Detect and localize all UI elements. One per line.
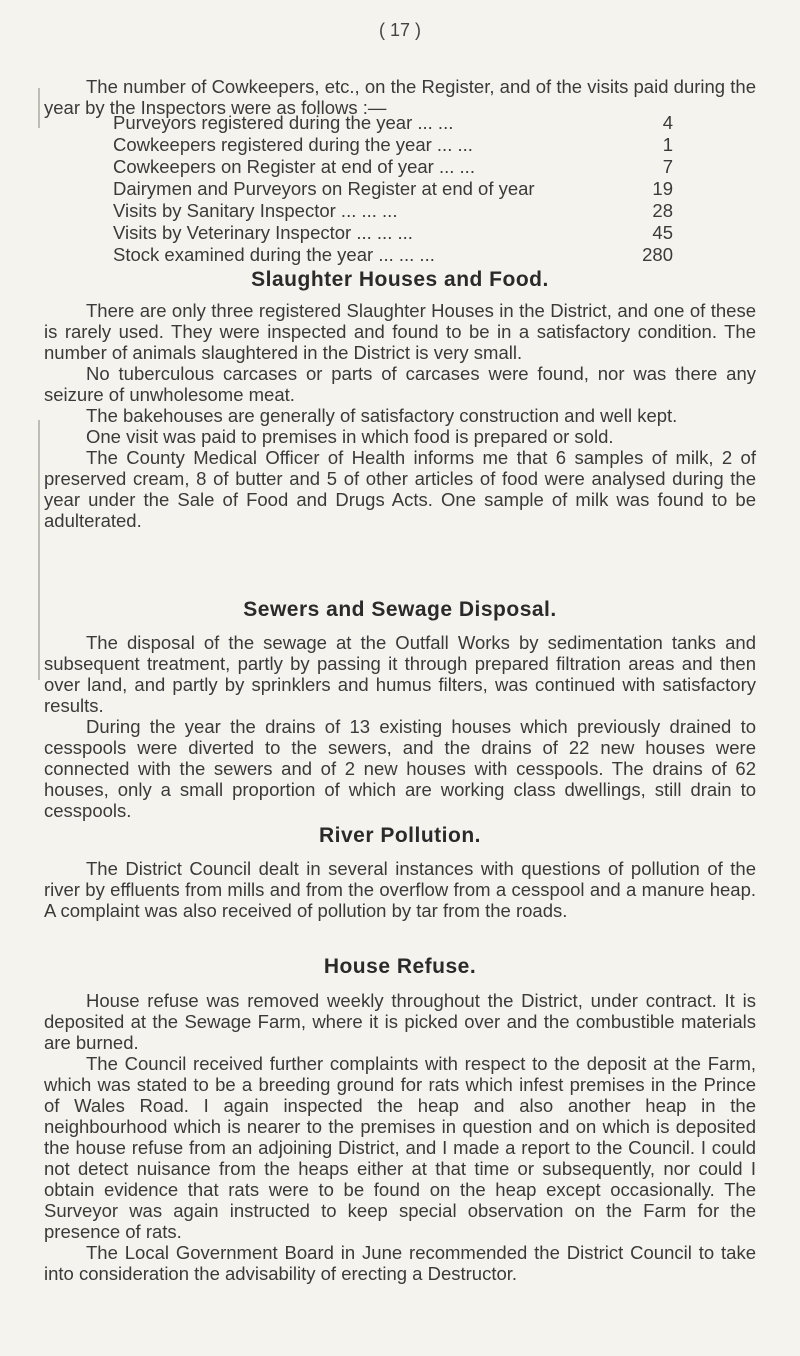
stat-row [113,156,673,178]
stat-label: Cowkeepers on Register at end of year ... ... [113,156,475,177]
stat-value: 28 [652,200,673,221]
section-heading-sewers: Sewers and Sewage Disposal. [243,598,557,621]
section-heading-river: River Pollution. [318,824,481,847]
stat-value: 45 [652,222,673,243]
stat-label: Visits by Veterinary Inspector ... ... ... [113,222,413,243]
section-heading-slaughter: Slaughter Houses and Food. [251,268,549,291]
paragraph: The District Council dealt in several instances with questions of pollution of the river by effluents from mills and from the overflow from a cesspool and a manure heap. A complaint was also received of pollution by tar from the roads. [44,858,756,921]
paragraph: During the year the drains of 13 existing houses which previously drained to cesspools were diverted to the sewers, and the drains of 22 new houses were connected with the sewers and of 2 new houses with cesspools. The drains of 62 houses, only a small proportion of which are working class dwellings, still drain to cesspools. [44,716,756,821]
stat-row [113,112,673,134]
page-number: ( 17 ) [378,20,421,40]
stat-label: Stock examined during the year ... ... ... [113,244,435,265]
stat-row [113,200,673,222]
paragraph: The disposal of the sewage at the Outfall Works by sedimentation tanks and subsequent treatment, partly by passing it through prepared filtration areas and then over land, and partly by sprinklers and humus filters, was continued with satisfactory results. [44,632,756,716]
stat-row [113,222,673,244]
stat-row [113,134,673,156]
stat-row [113,244,673,266]
cowkeepers-stats-list [113,112,673,266]
slaughter-section [0,300,800,531]
paragraph: House refuse was removed weekly throughout the District, under contract. It is deposited at the Sewage Farm, where it is picked over and the combustible materials are burned. [44,990,756,1053]
stat-value: 4 [662,112,673,133]
sewers-section [0,632,800,821]
stat-label: Cowkeepers registered during the year ... ... [113,134,473,155]
stat-value: 7 [662,156,673,177]
stat-value: 280 [642,244,673,265]
paragraph: There are only three registered Slaughter Houses in the District, and one of these is rarely used. They were inspected and found to be in a satisfactory condition. The number of animals slaughtered in the District is very small. [44,300,756,363]
paragraph: The Local Government Board in June recommended the District Council to take into consideration the advisability of erecting a Destructor. [44,1242,756,1284]
paragraph: One visit was paid to premises in which food is prepared or sold. [86,426,614,447]
paragraph: No tuberculous carcases or parts of carcases were found, nor was there any seizure of unwholesome meat. [44,363,756,405]
section-heading-refuse: House Refuse. [323,955,477,978]
refuse-section [0,990,800,1284]
paragraph: The County Medical Officer of Health informs me that 6 samples of milk, 2 of preserved cream, 8 of butter and 5 of other articles of food were analysed during the year under the Sale of Food and Drugs Acts. One sample of milk was found to be adulterated. [44,447,756,531]
stat-label: Visits by Sanitary Inspector ... ... ... [113,200,398,221]
river-section [0,858,800,921]
stat-row [113,178,673,200]
paragraph: The bakehouses are generally of satisfactory construction and well kept. [86,405,678,426]
stat-label: Purveyors registered during the year ... ... [113,112,454,133]
paragraph: The Council received further complaints with respect to the deposit at the Farm, which was stated to be a breeding ground for rats which infest premises in the Prince of Wales Road. I again inspected the heap and also another heap in the neighbourhood which is nearer to the premises in question and on which is deposited the house refuse from an adjoining District, and I made a report to the Council. I could not detect nuisance from the heaps either at that time or subsequently, nor could I obtain evidence that rats were to be found on the heap except occasionally. The Surveyor was again instructed to keep special observation on the Farm for the presence of rats. [44,1053,756,1242]
stat-value: 19 [652,178,673,199]
stat-label: Dairymen and Purveyors on Register at end of year [113,178,535,199]
cowkeepers-intro: The number of Cowkeepers, etc., on the Register, and of the visits paid during the year by the Inspectors were as follows :— [44,76,756,118]
stat-value: 1 [662,134,673,155]
